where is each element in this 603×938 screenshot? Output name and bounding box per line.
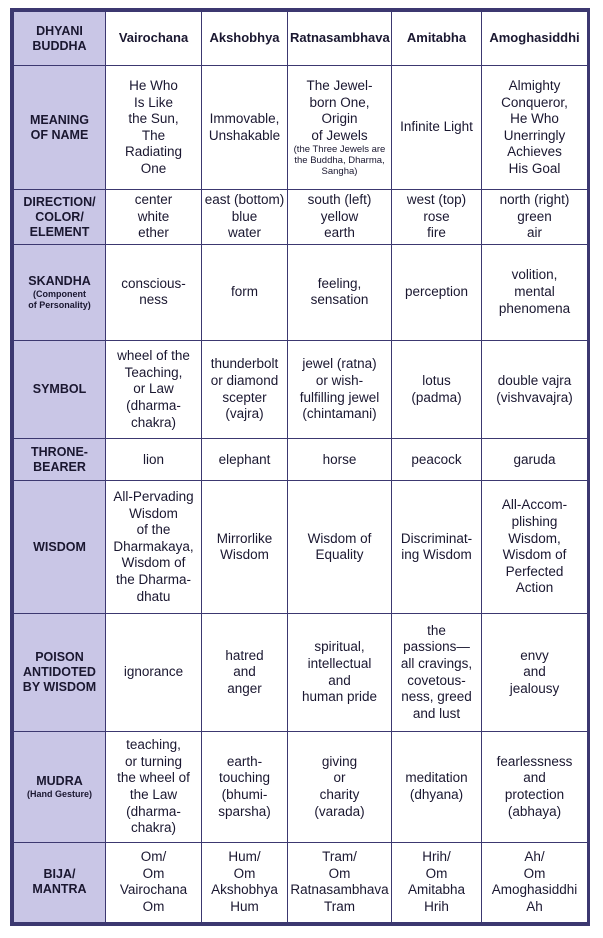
cell-line: east (bottom) — [204, 192, 285, 208]
cell-line: passions— — [403, 639, 470, 655]
table-cell-throne-amoghasiddhi — [482, 439, 588, 481]
cell-line: Infinite Light — [400, 119, 473, 135]
cell-line: Wisdom of — [121, 555, 186, 571]
cell-line: Immovable, — [209, 111, 280, 127]
table-cell-bija-amoghasiddhi — [482, 842, 588, 922]
cell-line: The — [141, 127, 166, 143]
cell-line: chakra) — [130, 414, 176, 430]
table-cell-throne-vairochana — [106, 439, 202, 481]
cell-note: (the Three Jewels are the Buddha, Dharma, Sangha) — [293, 144, 386, 178]
cell-line: feeling, — [317, 275, 362, 291]
cell-line: and — [328, 672, 351, 688]
cell-line: (vishvavajra) — [496, 389, 573, 405]
cell-line: Conqueror, — [501, 94, 568, 110]
row-header-subtitle: of Personality) — [28, 299, 91, 310]
row-header-line: POISON — [35, 650, 84, 665]
cell-line: The Jewel- — [306, 78, 373, 94]
cell-line: the Sun, — [128, 111, 179, 127]
cell-line: south (left) — [307, 192, 372, 208]
corner-line: DHYANI — [36, 23, 83, 38]
cell-line: Almighty — [508, 77, 561, 93]
cell-line: plishing — [511, 513, 558, 529]
column-header-vairochana: Vairochana — [106, 12, 202, 66]
table-cell-symbol-vairochana — [106, 340, 202, 438]
cell-line: rose — [423, 208, 450, 224]
cell-line: covetous- — [407, 672, 466, 688]
row-header-throne — [14, 439, 106, 481]
table-cell-poison-akshobhya — [202, 613, 288, 731]
table-row-direction — [14, 190, 588, 244]
cell-line: giving — [321, 753, 358, 769]
column-header-amitabha: Amitabha — [392, 12, 482, 66]
cell-line: garuda — [513, 451, 556, 467]
table-cell-bija-ratnasambhava — [288, 842, 392, 922]
row-header-bija — [14, 842, 106, 922]
cell-line: ness, greed — [401, 689, 472, 705]
table-row-wisdom — [14, 481, 588, 613]
cell-line: His Goal — [508, 160, 561, 176]
table-row-skandha — [14, 244, 588, 340]
row-header-direction — [14, 190, 106, 244]
cell-line: Dharmakaya, — [113, 538, 194, 554]
cell-line: phenomena — [498, 300, 571, 316]
cell-line: (dharma- — [126, 397, 181, 413]
table-cell-meaning-ratnasambhava — [288, 66, 392, 190]
cell-line: of the — [136, 522, 171, 538]
table-cell-wisdom-ratnasambhava — [288, 481, 392, 613]
cell-line: or wish- — [315, 373, 364, 389]
cell-line: fire — [427, 225, 446, 241]
cell-line: the — [427, 622, 446, 638]
cell-line: earth- — [226, 753, 263, 769]
cell-line: All-Pervading — [113, 489, 194, 505]
cell-line: Ratnasambhava — [290, 882, 389, 898]
table-cell-poison-amitabha — [392, 613, 482, 731]
cell-line: Om — [142, 865, 165, 881]
table-cell-skandha-akshobhya — [202, 244, 288, 340]
table-cell-bija-akshobhya — [202, 842, 288, 922]
table-cell-symbol-ratnasambhava — [288, 340, 392, 438]
cell-line: Teaching, — [124, 364, 183, 380]
cell-line: or — [333, 770, 346, 786]
table-row-symbol — [14, 340, 588, 438]
row-header-line: MANTRA — [32, 882, 87, 897]
cell-line: ness — [139, 292, 168, 308]
row-header-line: MUDRA — [36, 774, 83, 789]
table-row-poison — [14, 613, 588, 731]
cell-line: Tram — [324, 898, 355, 914]
cell-line: touching — [218, 770, 271, 786]
table-cell-skandha-amitabha — [392, 244, 482, 340]
cell-line: air — [526, 225, 542, 241]
table-cell-direction-amoghasiddhi — [482, 190, 588, 244]
cell-line: or turning — [124, 753, 183, 769]
cell-line: wheel of the — [117, 348, 190, 364]
cell-line: (bhumi- — [221, 786, 268, 802]
row-header-line: SYMBOL — [32, 382, 87, 397]
row-header-meaning — [14, 66, 106, 190]
cell-line: ether — [138, 225, 169, 241]
cell-line: scepter — [222, 389, 267, 405]
column-header-ratnasambhava: Ratnasambhava — [288, 12, 392, 66]
table-cell-throne-amitabha — [392, 439, 482, 481]
cell-line: Mirrorlike — [216, 530, 273, 546]
cell-line: fearlessness — [496, 753, 573, 769]
table-cell-mudra-vairochana — [106, 732, 202, 842]
cell-line: mental — [514, 283, 555, 299]
cell-line: Om — [233, 865, 256, 881]
table-cell-poison-ratnasambhava — [288, 613, 392, 731]
cell-line: (padma) — [411, 389, 462, 405]
cell-line: peacock — [411, 451, 462, 467]
row-header-poison — [14, 613, 106, 731]
table-cell-wisdom-akshobhya — [202, 481, 288, 613]
table-cell-direction-vairochana — [106, 190, 202, 244]
table-cell-symbol-akshobhya — [202, 340, 288, 438]
table-cell-skandha-vairochana — [106, 244, 202, 340]
cell-line: water — [227, 225, 261, 241]
row-header-wisdom — [14, 481, 106, 613]
cell-line: Wisdom — [129, 505, 178, 521]
table-cell-symbol-amoghasiddhi — [482, 340, 588, 438]
cell-line: Unshakable — [208, 127, 281, 143]
cell-line: (abhaya) — [507, 803, 562, 819]
table-row-throne — [14, 439, 588, 481]
cell-line: fulfilling jewel — [299, 389, 380, 405]
cell-line: earth — [324, 225, 355, 241]
row-header-symbol — [14, 340, 106, 438]
table-cell-mudra-akshobhya — [202, 732, 288, 842]
cell-line: yellow — [320, 208, 359, 224]
row-header-line: BEARER — [33, 459, 86, 474]
cell-line: Origin — [321, 111, 358, 127]
cell-line: form — [231, 283, 258, 299]
cell-line: charity — [319, 786, 360, 802]
table-cell-skandha-ratnasambhava — [288, 244, 392, 340]
row-header-line: WISDOM — [33, 539, 86, 554]
table-row-mudra — [14, 732, 588, 842]
cell-line: Om — [328, 865, 351, 881]
cell-line: Wisdom of — [502, 547, 567, 563]
cell-line: green — [517, 208, 552, 224]
cell-line: chakra) — [130, 820, 176, 836]
table-cell-skandha-amoghasiddhi — [482, 244, 588, 340]
row-header-skandha — [14, 244, 106, 340]
cell-line: the Law — [129, 786, 178, 802]
cell-line: Perfected — [505, 563, 564, 579]
table-cell-throne-akshobhya — [202, 439, 288, 481]
cell-line: dhatu — [136, 588, 171, 604]
cell-line: double vajra — [497, 373, 572, 389]
cell-line: or Law — [133, 381, 174, 397]
table-body — [14, 66, 588, 923]
cell-line: anger — [227, 680, 262, 696]
cell-line: intellectual — [307, 655, 372, 671]
cell-line: protection — [504, 786, 565, 802]
table-cell-meaning-vairochana — [106, 66, 202, 190]
cell-line: sensation — [310, 292, 369, 308]
cell-line: Akshobhya — [211, 882, 278, 898]
row-header-line: MEANING — [29, 112, 90, 127]
row-header-line: SKANDHA — [28, 274, 91, 289]
cell-line: Wisdom — [220, 547, 269, 563]
table-cell-throne-ratnasambhava — [288, 439, 392, 481]
cell-line: elephant — [218, 451, 271, 467]
row-header-line: ELEMENT — [29, 224, 90, 239]
cell-line: horse — [322, 451, 357, 467]
table-cell-wisdom-amoghasiddhi — [482, 481, 588, 613]
cell-line: He Who — [510, 111, 559, 127]
cell-line: Om — [523, 865, 546, 881]
table-cell-wisdom-vairochana — [106, 481, 202, 613]
cell-line: Om/ — [140, 849, 167, 865]
table-cell-direction-akshobhya — [202, 190, 288, 244]
cell-line: Hrih — [424, 898, 449, 914]
table-cell-mudra-amoghasiddhi — [482, 732, 588, 842]
buddha-chart-frame — [10, 8, 590, 926]
cell-line: lotus — [422, 373, 451, 389]
cell-line: (vajra) — [225, 406, 264, 422]
cell-line: jewel (ratna) — [302, 356, 377, 372]
cell-line: meditation — [405, 770, 468, 786]
cell-line: jealousy — [509, 680, 560, 696]
row-header-subtitle: (Component — [33, 289, 86, 300]
cell-line: Om — [142, 898, 165, 914]
cell-line: born One, — [309, 94, 370, 110]
cell-line: and — [523, 664, 546, 680]
dhyani-buddha-table — [13, 11, 588, 923]
cell-line: Achieves — [507, 144, 562, 160]
cell-line: Ah — [526, 898, 543, 914]
table-cell-mudra-amitabha — [392, 732, 482, 842]
cell-line: conscious- — [121, 275, 186, 291]
cell-line: Equality — [315, 547, 364, 563]
cell-line: Amoghasiddhi — [491, 882, 578, 898]
cell-line: Action — [515, 580, 554, 596]
cell-line: blue — [231, 208, 258, 224]
cell-line: white — [137, 208, 170, 224]
cell-line: west (top) — [406, 192, 467, 208]
cell-line: ing Wisdom — [401, 547, 472, 563]
cell-line: Amitabha — [407, 882, 466, 898]
cell-line: sparsha) — [218, 803, 271, 819]
cell-line: envy — [520, 647, 549, 663]
cell-line: thunderbolt — [210, 356, 279, 372]
corner-header — [14, 12, 106, 66]
table-cell-bija-vairochana — [106, 842, 202, 922]
cell-line: human pride — [301, 689, 378, 705]
column-header-akshobhya: Akshobhya — [202, 12, 288, 66]
table-cell-meaning-amitabha — [392, 66, 482, 190]
row-header-line: BIJA/ — [43, 867, 76, 882]
cell-line: and — [523, 770, 546, 786]
table-cell-direction-amitabha — [392, 190, 482, 244]
table-row-meaning — [14, 66, 588, 190]
row-header-line: OF NAME — [30, 127, 89, 142]
cell-line: All-Accom- — [501, 497, 568, 513]
cell-line: Ah/ — [524, 849, 545, 865]
cell-line: Hum — [230, 898, 259, 914]
table-cell-meaning-amoghasiddhi — [482, 66, 588, 190]
cell-line: perception — [404, 283, 469, 299]
row-header-mudra — [14, 732, 106, 842]
cell-line: spiritual, — [314, 639, 365, 655]
table-cell-direction-ratnasambhava — [288, 190, 392, 244]
cell-line: Wisdom, — [508, 530, 561, 546]
cell-line: Unerringly — [503, 127, 566, 143]
cell-line: center — [134, 192, 173, 208]
cell-line: (varada) — [314, 803, 365, 819]
cell-line: One — [140, 160, 167, 176]
cell-line: the Dharma- — [115, 572, 192, 588]
cell-line: Is Like — [133, 94, 174, 110]
cell-line: Hum/ — [228, 849, 261, 865]
cell-line: He Who — [129, 77, 178, 93]
cell-line: (chintamani) — [302, 406, 377, 422]
cell-line: north (right) — [499, 192, 570, 208]
row-header-subtitle: (Hand Gesture) — [26, 789, 92, 800]
table-cell-meaning-akshobhya — [202, 66, 288, 190]
table-cell-mudra-ratnasambhava — [288, 732, 392, 842]
cell-line: the wheel of — [117, 770, 190, 786]
cell-line: hatred — [225, 647, 264, 663]
cell-line: Om — [425, 865, 448, 881]
table-row-bija — [14, 842, 588, 922]
cell-line: Wisdom of — [307, 530, 372, 546]
row-header-line: ANTIDOTED — [23, 665, 96, 680]
cell-line: ignorance — [123, 664, 184, 680]
table-cell-poison-vairochana — [106, 613, 202, 731]
corner-line: BUDDHA — [32, 38, 87, 53]
cell-line: Hrih/ — [422, 849, 451, 865]
column-header-amoghasiddhi: Amoghasiddhi — [482, 12, 588, 66]
row-header-line: BY WISDOM — [22, 680, 97, 695]
cell-line: volition, — [511, 267, 558, 283]
row-header-line: DIRECTION/ — [23, 194, 96, 209]
cell-line: (dhyana) — [409, 786, 464, 802]
table-cell-bija-amitabha — [392, 842, 482, 922]
cell-line: Tram/ — [322, 849, 357, 865]
row-header-line: THRONE- — [31, 444, 88, 459]
table-cell-poison-amoghasiddhi — [482, 613, 588, 731]
table-cell-symbol-amitabha — [392, 340, 482, 438]
header-row — [14, 12, 588, 66]
cell-line: of Jewels — [311, 127, 368, 143]
cell-line: lion — [142, 451, 164, 467]
cell-line: all cravings, — [400, 655, 473, 671]
cell-line: or diamond — [210, 373, 279, 389]
cell-line: Discriminat- — [400, 530, 473, 546]
cell-line: (dharma- — [126, 803, 181, 819]
cell-line: Radiating — [124, 144, 183, 160]
cell-line: teaching, — [126, 737, 181, 753]
cell-line: and lust — [412, 705, 461, 721]
row-header-line: COLOR/ — [35, 209, 84, 224]
cell-line: and — [233, 664, 256, 680]
cell-line: Vairochana — [119, 882, 188, 898]
table-cell-wisdom-amitabha — [392, 481, 482, 613]
